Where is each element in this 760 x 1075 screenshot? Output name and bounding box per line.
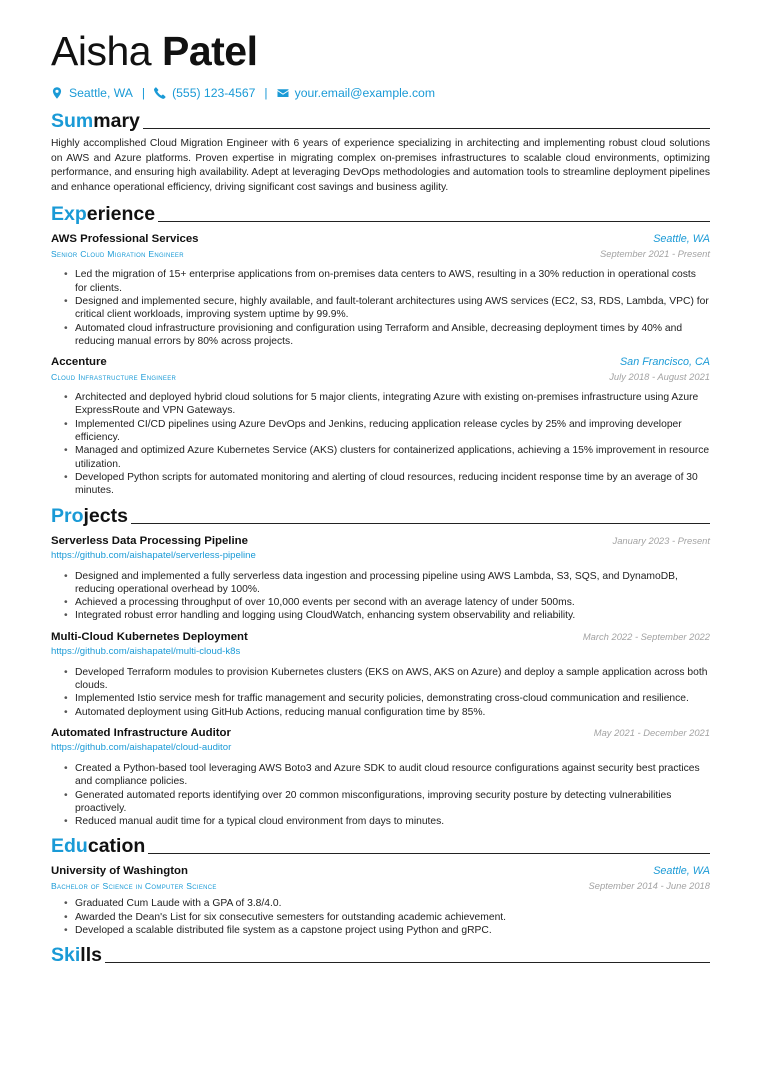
bullet-item: • Managed and optimized Azure Kubernetes Service (AKS) clusters for containerized applications, achieving a 15% improvement in resource utilization. (75, 444, 710, 471)
projects-heading (51, 505, 710, 527)
project-name: Automated Infrastructure Auditor (51, 726, 231, 739)
bullet-item: • Created a Python-based tool leveraging AWS Boto3 and Azure SDK to audit cloud resource configurations against security best practices and compliance policies. (75, 762, 710, 789)
bullet-item: • Implemented Istio service mesh for traffic management and security policies, demonstrating cross-cloud communication and resilience. (75, 692, 710, 705)
bullet-item: • Architected and deployed hybrid cloud solutions for 5 major clients, integrating Azure with existing on-premises infrastructure using Azure ExpressRoute and VPN Gateways. (75, 391, 710, 418)
location-text: Seattle, WA (69, 86, 133, 100)
experience-title (51, 203, 155, 225)
bullet-item: • Led the migration of 15+ enterprise applications from on-premises data centers to AWS, resulting in a 30% reduction in operational costs for clients. (75, 268, 710, 295)
experience-entry (51, 232, 710, 348)
summary-text: Highly accomplished Cloud Migration Engineer with 6 years of experience specializing in architecting and implementing robust cloud solutions on AWS and Azure platforms. Proven expertise in migrating complex on-premises infrastructures to scalable cloud environments, optimizing performance, and ensuring high availability. Adept at leveraging DevOps methodologies and automation tools to streamline deployment pipelines and enhance operational efficiency, driving significant cost savings and business agility. (51, 138, 710, 193)
school-name: University of Washington (51, 865, 188, 878)
summary-title (51, 110, 140, 132)
degree-title: Bachelor of Science in Computer Science (51, 881, 217, 892)
first-name: Aisha (51, 28, 152, 74)
section-divider (148, 853, 710, 854)
bullet-list (51, 897, 710, 937)
contact-location (51, 86, 133, 100)
entry-dates: March 2022 - September 2022 (582, 630, 710, 642)
contact-separator: | (141, 86, 146, 100)
contact-phone[interactable] (154, 86, 255, 100)
section-divider (143, 128, 710, 129)
contact-line (51, 85, 710, 101)
job-title: Cloud Infrastructure Engineer (51, 372, 177, 383)
entry-dates: July 2018 - August 2021 (609, 371, 710, 383)
skills-title-rest: lls (80, 944, 102, 967)
section-divider (105, 962, 710, 963)
section-divider (131, 523, 710, 524)
education-title-rest: cation (87, 835, 146, 858)
summary-title-rest: mary (93, 110, 140, 132)
location-pin-icon (51, 87, 63, 99)
phone-icon (154, 87, 166, 99)
candidate-name (51, 28, 710, 74)
entry-header (51, 355, 710, 370)
bullet-item: • Integrated robust error handling and logging using CloudWatch, enhancing system observability and reliability. (75, 609, 710, 622)
bullet-item: • Designed and implemented secure, highly available, and fault-tolerant architectures using AWS services (EC2, S3, RDS, Lambda, VPC) for critical client workloads, improving system uptime by 99.9%. (75, 295, 710, 322)
job-title: Senior Cloud Migration Engineer (51, 249, 184, 260)
entry-dates: September 2014 - June 2018 (588, 880, 710, 892)
project-link[interactable]: https://github.com/aishapatel/serverless-pipeline (51, 549, 256, 561)
entry-location: Seattle, WA (653, 865, 710, 878)
entry-dates: January 2023 - Present (612, 534, 710, 546)
project-entry (51, 630, 710, 719)
experience-entry (51, 355, 710, 497)
bullet-list (51, 570, 710, 623)
bullet-item: • Developed Terraform modules to provision Kubernetes clusters (EKS on AWS, AKS on Azure) and deploy a sample application across both clouds. (75, 666, 710, 693)
education-heading (51, 835, 710, 857)
project-link[interactable]: https://github.com/aishapatel/cloud-auditor (51, 741, 232, 753)
summary-title-accent: Sum (51, 110, 94, 132)
entry-header (51, 864, 710, 879)
section-divider (158, 221, 710, 222)
bullet-item: • Generated automated reports identifying over 20 common misconfigurations, improving security posture by detecting vulnerabilities proactively. (75, 789, 710, 816)
project-name: Serverless Data Processing Pipeline (51, 534, 248, 547)
experience-heading (51, 203, 710, 225)
entry-header (51, 534, 710, 549)
summary-heading (51, 110, 710, 132)
entry-dates: May 2021 - December 2021 (593, 726, 710, 738)
bullet-item: • Reduced manual audit time for a typical cloud environment from days to minutes. (75, 815, 710, 828)
experience-title-accent: Exp (51, 203, 87, 226)
employer-name: AWS Professional Services (51, 233, 199, 246)
entry-subheader (51, 879, 710, 893)
bullet-list (51, 762, 710, 828)
projects-title-accent: Pro (51, 504, 84, 527)
bullet-list (51, 268, 710, 348)
project-name: Multi-Cloud Kubernetes Deployment (51, 630, 248, 643)
bullet-item: • Automated cloud infrastructure provisioning and configuration using Terraform and Ansible, decreasing deployment times by 40% and reducing manual errors by 80% across projects. (75, 322, 710, 349)
phone-text[interactable]: (555) 123-4567 (172, 86, 256, 100)
bullet-item: • Implemented CI/CD pipelines using Azure DevOps and Jenkins, reducing application release cycles by 25% and improving developer efficiency. (75, 418, 710, 445)
project-link[interactable]: https://github.com/aishapatel/multi-cloud-k8s (51, 645, 241, 657)
envelope-icon (277, 87, 289, 99)
bullet-list (51, 391, 710, 497)
project-entry (51, 534, 710, 623)
entry-subheader (51, 247, 710, 261)
bullet-item: • Developed a scalable distributed file system as a capstone project using Python and gRPC. (75, 924, 710, 937)
education-title (51, 835, 145, 857)
bullet-list (51, 666, 710, 719)
projects-title (51, 505, 128, 527)
project-entry (51, 726, 710, 828)
entry-location: San Francisco, CA (619, 356, 710, 369)
contact-separator: | (264, 86, 268, 100)
bullet-item: • Graduated Cum Laude with a GPA of 3.8/4.0. (75, 897, 710, 910)
contact-email[interactable] (277, 86, 435, 100)
education-entry (51, 864, 710, 937)
education-title-accent: Edu (51, 835, 88, 858)
email-link[interactable]: your.email@example.com (294, 86, 435, 100)
employer-name: Accenture (51, 356, 107, 369)
skills-heading (51, 944, 710, 966)
entry-subheader (51, 370, 710, 384)
bullet-item: • Designed and implemented a fully serverless data ingestion and processing pipeline using AWS Lambda, S3, SQS, and DynamoDB, reducing operational overhead by 100%. (75, 570, 710, 597)
bullet-item: • Developed Python scripts for automated monitoring and alerting of cloud resources, reducing incident response time by an average of 30 minutes. (75, 471, 710, 498)
entry-header (51, 232, 710, 247)
skills-title (51, 944, 102, 966)
entry-header (51, 726, 710, 741)
entry-header (51, 630, 710, 645)
entry-dates: September 2021 - Present (600, 248, 710, 260)
skills-title-accent: Ski (51, 944, 81, 967)
bullet-item: • Achieved a processing throughput of over 10,000 events per second with an average latency of under 500ms. (75, 596, 710, 609)
experience-title-rest: erience (86, 203, 156, 226)
bullet-item: • Awarded the Dean's List for six consecutive semesters for outstanding academic achievement. (75, 911, 710, 924)
projects-title-rest: jects (83, 504, 128, 527)
entry-location: Seattle, WA (653, 233, 710, 246)
bullet-item: • Automated deployment using GitHub Actions, reducing manual configuration time by 85%. (75, 706, 710, 719)
last-name: Patel (161, 28, 258, 74)
